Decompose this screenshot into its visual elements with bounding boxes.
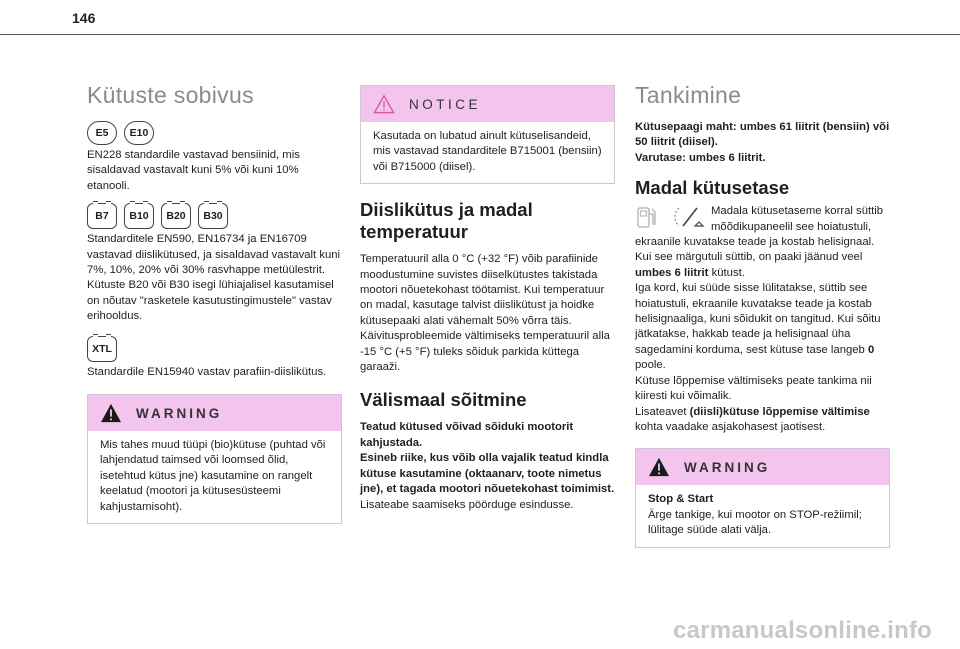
watermark: carmanualsonline.info [673,617,932,644]
section-title-diesel-low-temp: Diislikütus ja madal temperatuur [360,199,533,243]
text-low-fuel-intro: Madala kütusetaseme korral süttib mõõdikupaneelil see hoiatustuli, ekraanile kuvatakse teade ja kostab helisignaal. Kui see märgutuli süttib, on paaki jäänud veel [635,205,884,264]
fuel-badge-b10: B10 [124,203,154,229]
warning-box-stop-start [635,448,890,547]
text-see-section-b: kohta vaadake asjakohasest jaotisest. [635,420,826,433]
badge-row-xtl [87,336,342,362]
low-fuel-block [635,204,890,281]
text-diesel-fuels: Standarditele EN590, EN16734 ja EN16709 vastavad diislikütused, ja sisaldavad vastavalt kuni 7%, 10%, 20% või 30% rasvhappe metüülestrit. Kütuste B20 või B30 isegi lühiajalisel kasutamisel on nõutav "rasketele kasutustingimustele" vastav erihooldus. [87,233,341,323]
section-title-fuel-compatibility: Kütuste sobivus [87,82,254,108]
text-driving-abroad-bold: Teatud kütused võivad sõiduki mootorit kahjustada. Esineb riike, kus võib olla vajalik teatud kindla kütuse kasutamine (oktaanarv, toote nimetus jne), et tagada mootori nõuetekohast toimimist. [360,421,615,496]
text-low-fuel-after: kütust. [708,266,745,279]
text-see-section [635,405,890,436]
text-zero: 0 [867,343,875,356]
text-low-fuel-repeat-a: Iga kord, kui süüde sisse lülitatakse, süttib see hoiatustuli, ekraanile kuvatakse teade ja kostab helisignaaliga, kuni sõidukit on tangitud. Kui sõitu jätkatakse, hakkab teade ja helisignaal üha sagedamini korduma, sest kütuse tase langeb [635,282,881,356]
text-paraffin-diesel: Standardile EN15940 vastav parafiin-diislikütus. [87,365,327,378]
column-refuelling [635,82,890,548]
section-title-low-fuel: Madal kütusetase [635,177,790,199]
warning-title: WARNING [136,405,223,421]
badge-row-diesel [87,203,342,229]
text-reserve-liters: umbes 6 liitrit [635,266,709,279]
warning-title: WARNING [684,459,771,475]
warning-header [636,449,889,485]
warning-text: Ärge tankige, kui mootor on STOP-režiimil; lülitage süüde alati välja. [648,508,862,537]
text-see-section-bold: (diisli)kütuse lõppemise vältimise [689,405,870,418]
text-diesel-low-temp: Temperatuuril alla 0 °C (+32 °F) võib parafiinide moodustumine suvistes diiselkütustes takistada mootori nõuetekohast töötamist. Kui temperatuur on madal, kasutage talvist diislikütust ja hoidke kütusepaaki alati vähemalt 50% võrra täis. Käivitusprobleemide vältimiseks temperatuuril alla -15 °C (+5 °F) tuleks sõiduk parkida küttega garaaži. [360,253,610,374]
fuel-badge-b7: B7 [87,203,117,229]
warning-body [636,485,889,546]
fuel-badge-b20: B20 [161,203,191,229]
text-low-fuel-repeat [635,281,890,373]
text-driving-abroad: Lisateabe saamiseks pöörduge esindusse. [360,498,574,511]
column-fuel-compatibility [87,82,342,524]
warning-triangle-icon [648,457,670,477]
text-ethanol-fuels: EN228 standardile vastavad bensiinid, mis sisaldavad vastavalt kuni 5% või kuni 10% etanooli. [87,149,300,192]
notice-header [361,86,614,122]
warning-text: Mis tahes muud tüüpi (bio)kütuse (puhtad või lahjendatud taimsed või loomsed õlid, isetehtud kütus jne) kasutamine on rangelt keelatud (mootori ja kütusesüsteemi kahjustamisoht). [100,439,326,513]
notice-title: NOTICE [409,96,482,112]
text-see-section-a: Lisateavet [635,405,690,418]
text-tank-capacity: Kütusepaagi maht: umbes 61 liitrit (bensiin) või 50 liitrit (diisel). Varutase: umbes 6 liitrit. [635,121,890,164]
text-refuel-asap: Kütuse lõppemise vältimiseks peate tankima nii kiiresti kui võimalik. [635,374,872,403]
fuel-badge-e10: E10 [124,121,154,145]
column-diesel-abroad [360,85,615,513]
low-fuel-warning-icon [669,204,707,230]
warning-triangle-icon [100,403,122,423]
section-title-refuelling: Tankimine [635,82,742,108]
warning-header [88,395,341,431]
warning-box-fuel [87,394,342,524]
fuel-badge-e5: E5 [87,121,117,145]
fuel-badge-xtl: XTL [87,336,117,362]
page-number: 146 [72,10,96,26]
section-title-driving-abroad: Välismaal sõitmine [360,389,527,411]
warning-subtitle: Stop & Start [648,493,714,506]
notice-box-additives [360,85,615,184]
notice-text: Kasutada on lubatud ainult kütuselisandeid, mis vastavad standarditele B715001 (bensiin) või B715000 (diisel). [373,130,602,173]
fuel-badge-b30: B30 [198,203,228,229]
badge-row-ethanol [87,121,342,145]
header-divider [0,34,960,35]
text-low-fuel-repeat-b: poole. [635,359,666,372]
notice-triangle-icon [373,94,395,114]
fuel-pump-icon [635,204,665,230]
